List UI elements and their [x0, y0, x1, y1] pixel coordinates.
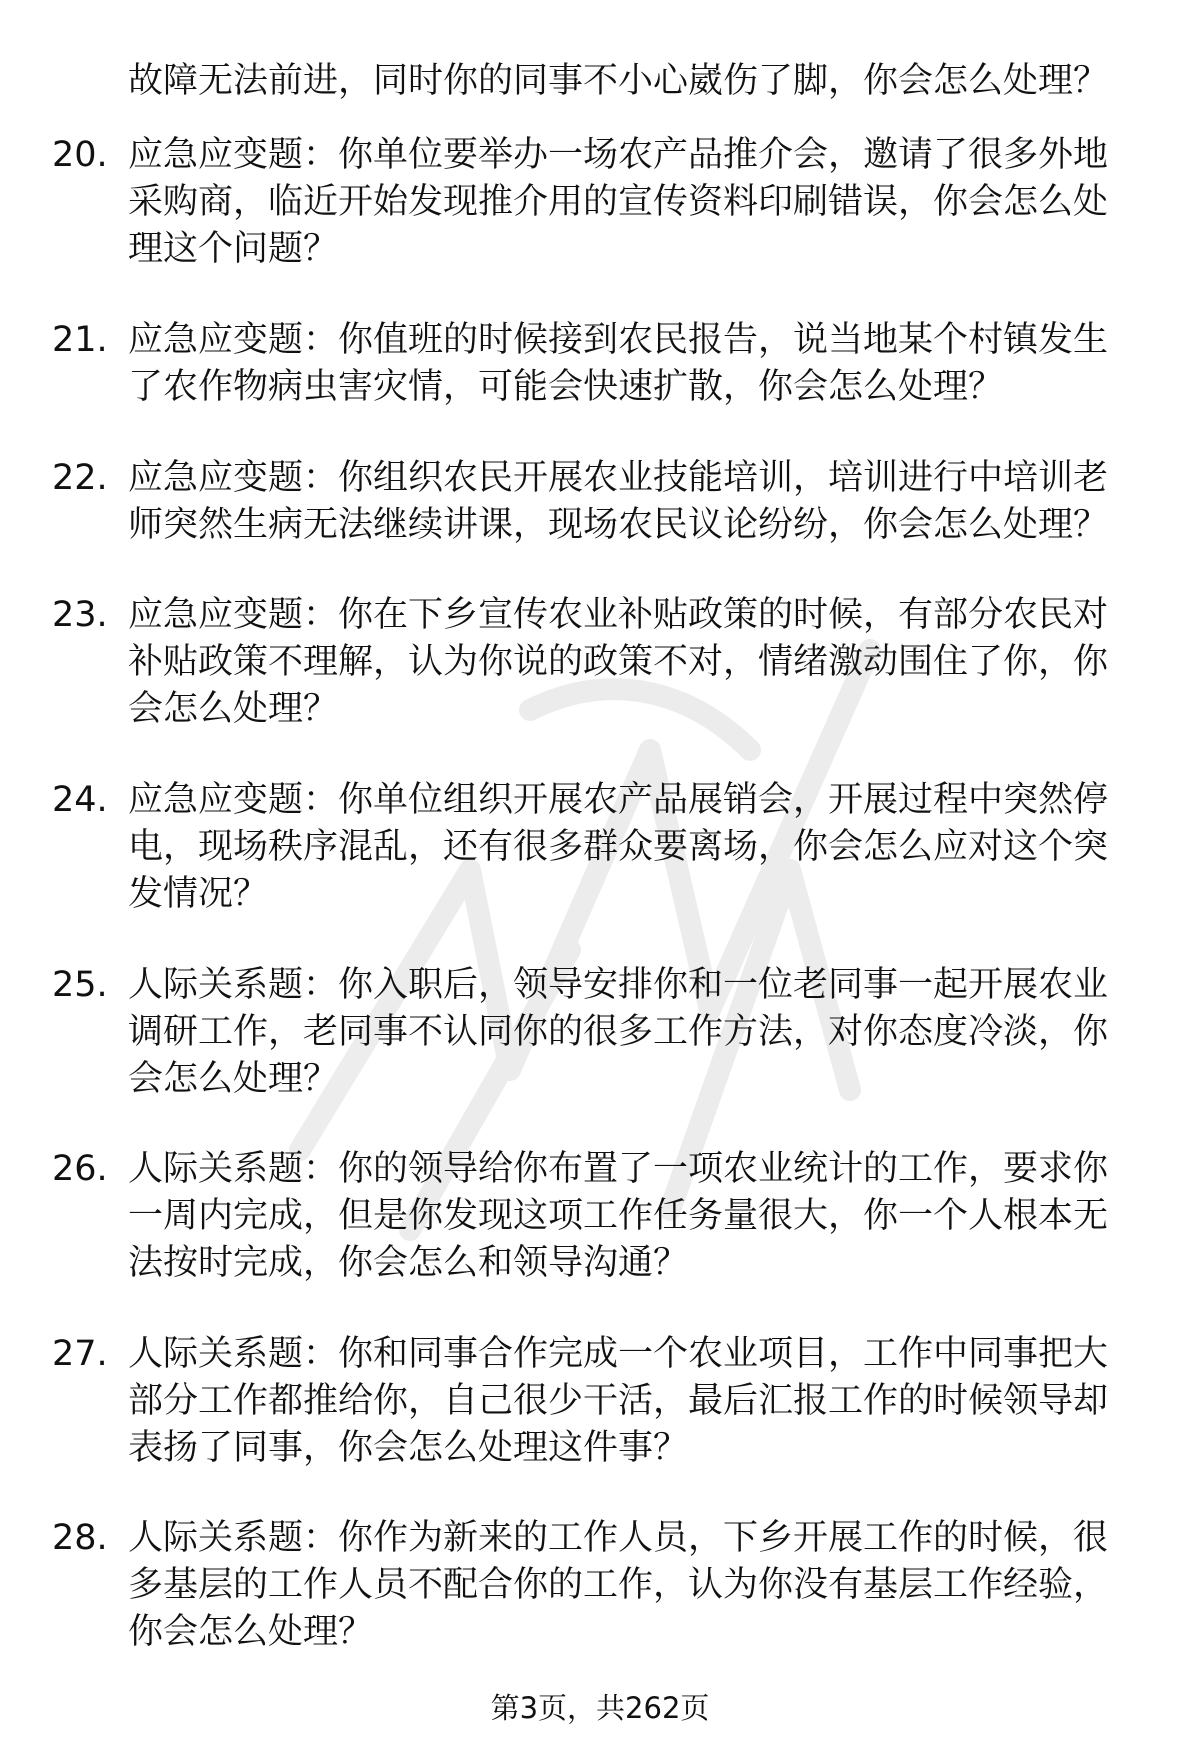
question-number: 25.: [52, 965, 108, 1005]
question-number: 26.: [52, 1149, 108, 1189]
question-number: 28.: [52, 1518, 108, 1558]
question-text: 应急应变题：你单位组织开展农产品展销会，开展过程中突然停电，现场秩序混乱，还有很多群众要离场，你会怎么应对这个突发情况？: [128, 780, 1109, 914]
question-text: 应急应变题：你单位要举办一场农产品推介会，邀请了很多外地采购商，临近开始发现推介用的宣传资料印刷错误，你会怎么处理这个问题？: [128, 135, 1109, 269]
page-footer: 第3页，共262页: [490, 1691, 710, 1725]
question-number: 23.: [52, 595, 108, 635]
question-text: 应急应变题：你在下乡宣传农业补贴政策的时候，有部分农民对补贴政策不理解，认为你说的政策不对，情绪激动围住了你，你会怎么处理？: [128, 595, 1109, 729]
question-text: 应急应变题：你组织农民开展农业技能培训，培训进行中培训老师突然生病无法继续讲课，现场农民议论纷纷，你会怎么处理？: [128, 458, 1109, 545]
question-number: 21.: [52, 320, 108, 360]
question-number: 27.: [52, 1334, 108, 1374]
question-text: 人际关系题：你的领导给你布置了一项农业统计的工作，要求你一周内完成，但是你发现这项工作任务量很大，你一个人根本无法按时完成，你会怎么和领导沟通？: [128, 1149, 1109, 1283]
question-number: 20.: [52, 135, 108, 175]
question-text: 人际关系题：你作为新来的工作人员，下乡开展工作的时候，很多基层的工作人员不配合你的工作，认为你没有基层工作经验，你会怎么处理？: [128, 1518, 1109, 1652]
continuation-text: 故障无法前进，同时你的同事不小心崴伤了脚，你会怎么处理？: [128, 61, 1109, 101]
question-number: 24.: [52, 780, 108, 820]
question-text: 应急应变题：你值班的时候接到农民报告，说当地某个村镇发生了农作物病虫害灾情，可能会快速扩散，你会怎么处理？: [128, 320, 1109, 407]
question-text: 人际关系题：你入职后，领导安排你和一位老同事一起开展农业调研工作，老同事不认同你的很多工作方法，对你态度冷淡，你会怎么处理？: [128, 965, 1109, 1099]
question-text: 人际关系题：你和同事合作完成一个农业项目，工作中同事把大部分工作都推给你，自己很少干活，最后汇报工作的时候领导却表扬了同事，你会怎么处理这件事？: [128, 1334, 1109, 1468]
question-number: 22.: [52, 458, 108, 498]
